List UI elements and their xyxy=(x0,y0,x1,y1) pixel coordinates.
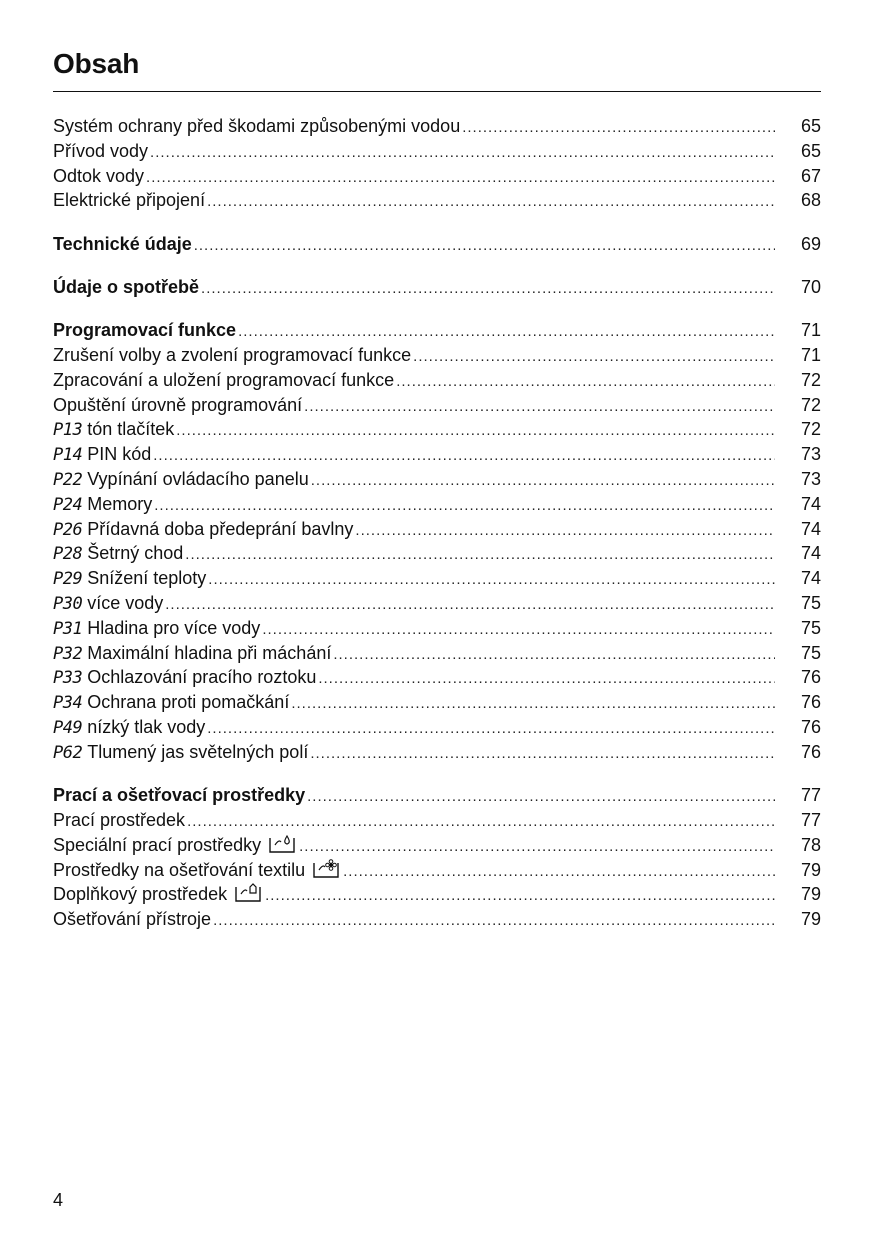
toc-page-number: 79 xyxy=(800,909,821,930)
entry-title: nízký tlak vody xyxy=(87,717,206,738)
toc-entry-label xyxy=(53,783,305,808)
toc-entry-programovaci-funkce[interactable] xyxy=(53,318,821,343)
toc-entry-label xyxy=(53,188,205,213)
toc-page-number: 69 xyxy=(800,233,821,254)
entry-title: Zpracování a uložení programovací funkce xyxy=(53,369,395,390)
dot-leader xyxy=(238,320,775,345)
entry-title: Elektrické připojení xyxy=(53,190,206,211)
toc-page-number: 77 xyxy=(800,809,821,830)
entry-title: Snížení teploty xyxy=(87,568,207,589)
program-code: P26 xyxy=(53,519,83,540)
dot-leader xyxy=(333,643,775,668)
toc-group xyxy=(53,783,821,932)
toc-page-number: 65 xyxy=(800,140,821,161)
entry-title: Maximální hladina při máchání xyxy=(87,642,332,663)
toc-entry-opusteni-urovne-programovani[interactable] xyxy=(53,393,821,418)
dot-leader xyxy=(187,810,775,835)
toc-entry-label xyxy=(53,232,192,257)
dot-leader xyxy=(262,618,775,643)
toc-entry-label xyxy=(53,690,289,716)
entry-title: Prací prostředek xyxy=(53,809,186,830)
toc-page-number: 75 xyxy=(800,593,821,614)
program-code: P30 xyxy=(53,594,83,615)
entry-title: Vypínání ovládacího panelu xyxy=(87,469,309,490)
toc-entry-label xyxy=(53,858,341,883)
toc-entry-p49-nizky-tlak-vody[interactable] xyxy=(53,715,821,740)
program-code: P33 xyxy=(53,668,83,689)
dot-leader xyxy=(310,742,775,767)
program-code: P14 xyxy=(53,445,83,466)
entry-title: Ošetřování přístroje xyxy=(53,909,212,930)
entry-title: Prostředky na ošetřování textilu xyxy=(53,859,306,880)
entry-title: Přídavná doba předeprání bavlny xyxy=(87,518,354,539)
detergent-drawer-flower-icon xyxy=(311,859,341,879)
toc-entry-p32-maximalni-hladina-pri-machani[interactable] xyxy=(53,641,821,666)
toc-page-number: 74 xyxy=(800,543,821,564)
toc-entry-label xyxy=(53,740,308,766)
toc-entry-label xyxy=(53,566,206,592)
entry-title: Ochrana proti pomačkání xyxy=(87,692,290,713)
toc-entry-label xyxy=(53,164,144,189)
page-title: Obsah xyxy=(53,48,140,79)
toc-page-number: 79 xyxy=(800,884,821,905)
toc-entry-praci-a-osetrovaci-prostredky[interactable] xyxy=(53,783,821,808)
title-divider xyxy=(53,91,821,92)
toc-page-number: 75 xyxy=(800,617,821,638)
dot-leader xyxy=(194,234,775,259)
toc-entry-zruseni-volby-a-zvoleni-programovaci-funkce[interactable] xyxy=(53,343,821,368)
toc-entry-label xyxy=(53,393,302,418)
program-code: P49 xyxy=(53,718,83,739)
toc-entry-p34-ochrana-proti-pomackani[interactable] xyxy=(53,690,821,715)
dot-leader xyxy=(201,277,775,302)
dot-leader xyxy=(355,519,775,544)
toc-page-number: 75 xyxy=(800,642,821,663)
toc-entry-label xyxy=(53,467,309,493)
toc-page-number: 74 xyxy=(800,568,821,589)
toc-page-number: 68 xyxy=(800,190,821,211)
dot-leader xyxy=(208,568,775,593)
dot-leader xyxy=(153,444,775,469)
toc-entry-label xyxy=(53,541,183,567)
dot-leader xyxy=(343,860,775,885)
entry-title: Systém ochrany před škodami způsobenými vodou xyxy=(53,116,461,136)
toc-entry-label xyxy=(53,114,460,139)
entry-title: Odtok vody xyxy=(53,165,145,186)
toc-page-number: 67 xyxy=(800,165,821,186)
toc-page-number: 72 xyxy=(800,419,821,440)
toc-entry-label xyxy=(53,442,151,468)
toc-page-number: 76 xyxy=(800,741,821,762)
entry-title: Přívod vody xyxy=(53,140,149,161)
dot-leader xyxy=(265,884,775,909)
page-number: 4 xyxy=(53,1190,64,1210)
program-code: P62 xyxy=(53,742,83,763)
toc-entry-label xyxy=(53,591,163,617)
toc-entry-p24-memory[interactable] xyxy=(53,492,821,517)
entry-title: Opuštění úrovně programování xyxy=(53,394,303,415)
toc-group xyxy=(53,232,821,257)
toc-page-number: 76 xyxy=(800,717,821,738)
toc-entry-label xyxy=(53,641,331,667)
entry-title: Zrušení volby a zvolení programovací funkce xyxy=(53,345,412,366)
dot-leader xyxy=(165,593,775,618)
program-code: P28 xyxy=(53,544,83,565)
dot-leader xyxy=(307,785,775,810)
toc-entry-privod-vody[interactable] xyxy=(53,139,821,164)
toc-entry-label xyxy=(53,318,236,343)
toc-page-number: 72 xyxy=(800,394,821,415)
toc-entry-p13-ton-tlacitek[interactable] xyxy=(53,417,821,442)
toc-entry-label xyxy=(53,808,185,833)
toc-page-number: 76 xyxy=(800,667,821,688)
toc-entry-praci-prostredek[interactable] xyxy=(53,808,821,833)
toc-entry-label xyxy=(53,275,199,300)
program-code: P29 xyxy=(53,569,83,590)
entry-title: Hladina pro více vody xyxy=(87,617,261,638)
dot-leader xyxy=(154,494,775,519)
entry-title: PIN kód xyxy=(87,444,152,465)
toc-page-number: 73 xyxy=(800,469,821,490)
dot-leader xyxy=(150,141,775,166)
toc-page-number: 73 xyxy=(800,444,821,465)
toc-entry-label xyxy=(53,343,411,368)
dot-leader xyxy=(207,717,775,742)
program-code: P31 xyxy=(53,618,83,639)
entry-title: Údaje o spotřebě xyxy=(53,276,200,297)
entry-title: Tlumený jas světelných polí xyxy=(87,741,309,762)
toc-page-number: 77 xyxy=(800,785,821,806)
toc-entry-label xyxy=(53,833,297,858)
toc-group xyxy=(53,275,821,300)
dot-leader xyxy=(207,190,775,215)
dot-leader xyxy=(299,835,775,860)
toc-entry-label xyxy=(53,517,353,543)
toc-page-number: 76 xyxy=(800,692,821,713)
toc-entry-label xyxy=(53,616,260,642)
toc-entry-prostredky-na-osetrovani-textilu[interactable] xyxy=(53,858,821,883)
toc-entry-osetrovani-pristroje[interactable] xyxy=(53,907,821,932)
dot-leader xyxy=(213,909,775,934)
entry-title: Prací a ošetřovací prostředky xyxy=(53,785,306,806)
toc-entry-p22-vypinani-ovladaciho-panelu[interactable] xyxy=(53,467,821,492)
dot-leader xyxy=(413,345,775,370)
dot-leader xyxy=(185,543,775,568)
toc-entry-label xyxy=(53,665,316,691)
toc-entry-label xyxy=(53,417,174,443)
program-code: P22 xyxy=(53,470,83,491)
toc-page-number: 71 xyxy=(800,320,821,341)
toc-page-number: 70 xyxy=(800,276,821,297)
toc-page-number: 74 xyxy=(800,493,821,514)
toc-entry-specialni-praci-prostredky[interactable] xyxy=(53,833,821,858)
program-code: P13 xyxy=(53,420,83,441)
entry-title: tón tlačítek xyxy=(87,419,175,440)
dot-leader xyxy=(396,370,775,395)
dot-leader xyxy=(462,116,775,141)
toc-entry-p33-ochlazovani-praciho-roztoku[interactable] xyxy=(53,665,821,690)
dot-leader xyxy=(304,395,775,420)
toc-page-number: 74 xyxy=(800,518,821,539)
toc-page-number: 79 xyxy=(800,859,821,880)
dot-leader xyxy=(291,692,775,717)
toc-entry-p14-pin-kod[interactable] xyxy=(53,442,821,467)
entry-title: Šetrný chod xyxy=(87,543,184,564)
toc-page-number: 78 xyxy=(800,834,821,855)
toc-page-number: 65 xyxy=(800,116,821,136)
toc-entry-elektricke-pripojeni[interactable] xyxy=(53,188,821,213)
entry-title: Technické údaje xyxy=(53,233,192,254)
toc-entry-label xyxy=(53,492,152,518)
toc-group xyxy=(53,318,821,764)
toc-entry-system-ochrany-pred-skodami-zpusobenymi-vodou[interactable] xyxy=(53,114,821,139)
dot-leader xyxy=(176,419,775,444)
toc-entry-doplnkovy-prostredek[interactable] xyxy=(53,882,821,907)
toc-entry-label xyxy=(53,882,263,907)
toc-entry-label xyxy=(53,139,148,164)
entry-title: Ochlazování pracího roztoku xyxy=(87,667,317,688)
toc-entry-zpracovani-a-ulozeni-programovaci-funkce[interactable] xyxy=(53,368,821,393)
program-code: P32 xyxy=(53,643,83,664)
dot-leader xyxy=(146,166,775,191)
toc-entry-p29-snizeni-teploty[interactable] xyxy=(53,566,821,591)
detergent-drawer-drop-icon xyxy=(267,834,297,854)
dot-leader xyxy=(311,469,775,494)
toc-entry-technicke-udaje[interactable] xyxy=(53,232,821,257)
entry-title: více vody xyxy=(87,593,164,614)
toc-entry-p30-vice-vody[interactable] xyxy=(53,591,821,616)
entry-title: Programovací funkce xyxy=(53,320,237,341)
toc-group xyxy=(53,114,821,213)
entry-title: Speciální prací prostředky xyxy=(53,834,262,855)
program-code: P24 xyxy=(53,494,83,515)
program-code: P34 xyxy=(53,693,83,714)
toc-entry-odtok-vody[interactable] xyxy=(53,164,821,189)
entry-title: Memory xyxy=(87,493,153,514)
toc-entry-p62-tlumeny-jas-svetelnych-poli[interactable] xyxy=(53,740,821,765)
toc-page-number: 72 xyxy=(800,369,821,390)
entry-title: Doplňkový prostředek xyxy=(53,884,228,905)
toc-entry-label xyxy=(53,907,211,932)
table-of-contents xyxy=(53,114,821,950)
toc-entry-p26-pridavna-doba-predeprani-bavlny[interactable] xyxy=(53,517,821,542)
detergent-drawer-additive-icon xyxy=(233,883,263,903)
toc-page-number: 71 xyxy=(800,345,821,366)
toc-entry-label xyxy=(53,368,394,393)
toc-entry-udaje-o-spotrebe[interactable] xyxy=(53,275,821,300)
toc-entry-p28-setrny-chod[interactable] xyxy=(53,541,821,566)
toc-entry-p31-hladina-pro-vice-vody[interactable] xyxy=(53,616,821,641)
dot-leader xyxy=(318,667,775,692)
toc-entry-label xyxy=(53,715,205,741)
